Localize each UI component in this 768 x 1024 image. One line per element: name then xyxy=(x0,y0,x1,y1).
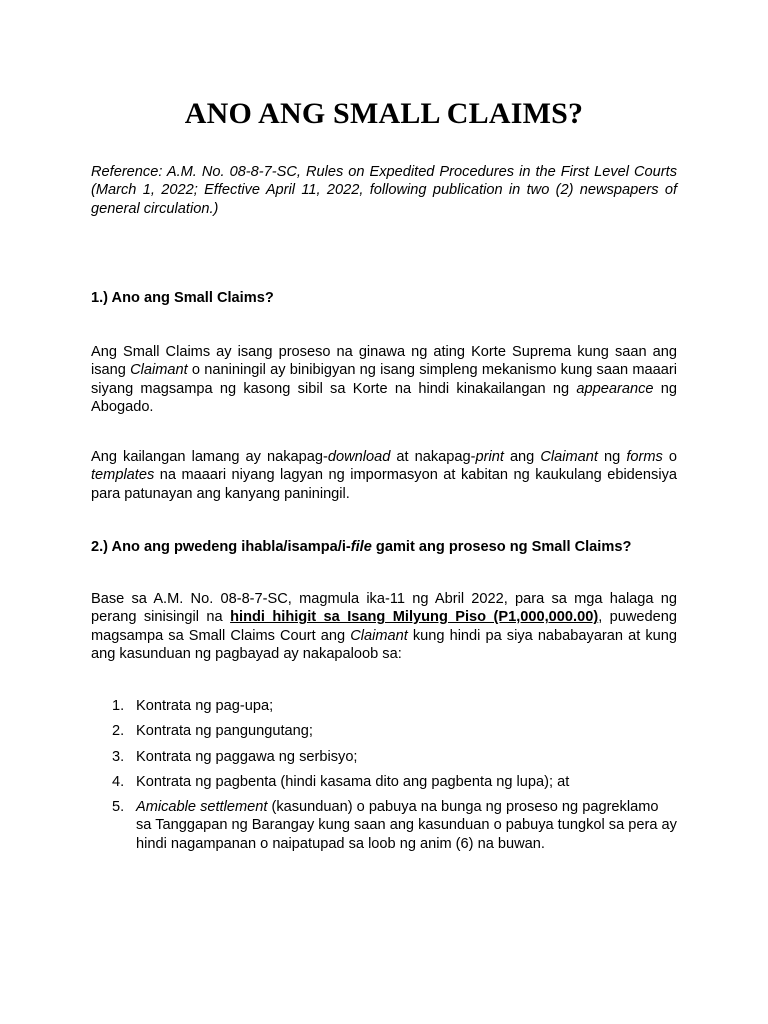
list-item xyxy=(91,722,677,740)
list-item xyxy=(91,798,677,853)
list-number: 4. xyxy=(112,773,125,790)
italic-term: download xyxy=(327,449,391,465)
italic-term: appearance xyxy=(576,380,654,397)
list-number: 1. xyxy=(112,698,125,714)
list-item-text: Kontrata ng pangungutang; xyxy=(136,723,313,740)
text-span: ng Abogado. xyxy=(91,380,677,415)
text-span: , puwedeng magsampa sa Small Claims Court ang xyxy=(91,609,678,644)
text-span: 2.) Ano ang pwedeng ihabla/isampa/i- xyxy=(91,539,351,555)
reference-note: Reference: A.M. No. 08-8-7-SC, Rules on Expedited Procedures in the First Level Courts (March 1, 2022; Effective April 11, 2022, following publication in two (2) newspapers of general circulation.) xyxy=(91,164,677,217)
section-2-paragraph-1 xyxy=(91,590,677,663)
list-item-text: Kontrata ng pag-upa; xyxy=(136,698,274,714)
italic-term: print xyxy=(475,449,504,465)
list-item xyxy=(91,697,677,715)
section-2-heading xyxy=(91,538,691,556)
list-item xyxy=(91,773,677,791)
text-span: o xyxy=(662,449,677,465)
italic-term: file xyxy=(350,539,372,555)
text-span: kung hindi pa siya nababayaran at kung ang kasunduan ng pagbayad ay nakapaloob sa: xyxy=(91,627,677,662)
contract-list xyxy=(91,697,677,860)
italic-term: Claimant xyxy=(540,449,598,465)
italic-term: Claimant xyxy=(350,627,408,644)
text-span: o naniningil ay binibigyan ng isang simpleng mekanismo kung saan maaari siyang magsampa ng kasong sibil sa Korte na hindi kinakailangan ng xyxy=(91,362,677,397)
list-number: 2. xyxy=(112,723,125,740)
text-span: na maaari niyang lagyan ng impormasyon at kabitan ng kaukulang ebidensiya para patunayan ang kanyang paniningil. xyxy=(91,467,677,502)
list-item-text: Kontrata ng pagbenta (hindi kasama dito ang pagbenta ng lupa); at xyxy=(136,773,570,790)
text-span: ang xyxy=(503,449,541,465)
text-span: gamit ang proseso ng Small Claims? xyxy=(371,539,632,555)
text-span: Base sa A.M. No. 08-8-7-SC, magmula ika-11 ng Abril 2022, para sa mga halaga ng perang sinisingil na xyxy=(91,591,677,626)
text-span: ng xyxy=(597,449,627,465)
section-1-paragraph-1 xyxy=(91,343,677,416)
italic-term: Claimant xyxy=(130,362,188,379)
list-number: 3. xyxy=(112,748,125,765)
italic-term: forms xyxy=(626,449,663,465)
section-1-paragraph-2 xyxy=(91,448,677,503)
list-item-text xyxy=(136,798,677,853)
list-item-text: Kontrata ng paggawa ng serbisyo; xyxy=(136,748,358,765)
section-1-heading: 1.) Ano ang Small Claims? xyxy=(91,290,274,306)
text-span: at nakapag- xyxy=(390,449,476,465)
italic-term: templates xyxy=(91,467,155,484)
list-item xyxy=(91,748,677,766)
amount-highlight: hindi hihigit sa Isang Milyung Piso (P1,000,000.00) xyxy=(230,609,599,626)
list-number: 5. xyxy=(112,799,125,816)
text-span: (kasunduan) o pabuya na bunga ng proseso ng pagreklamo sa Tanggapan ng Barangay kung saan ang kasunduan o pabuya tungkol sa pera ay hindi nagampanan o naipatupad sa loob ng anim (6) na buwan. xyxy=(136,799,677,852)
page-title: ANO ANG SMALL CLAIMS? xyxy=(184,97,584,130)
text-span: Ang Small Claims ay isang proseso na ginawa ng ating Korte Suprema kung saan ang isang xyxy=(91,344,677,379)
text-span: Ang kailangan lamang ay nakapag- xyxy=(91,449,328,465)
italic-term: Amicable settlement xyxy=(136,799,268,816)
